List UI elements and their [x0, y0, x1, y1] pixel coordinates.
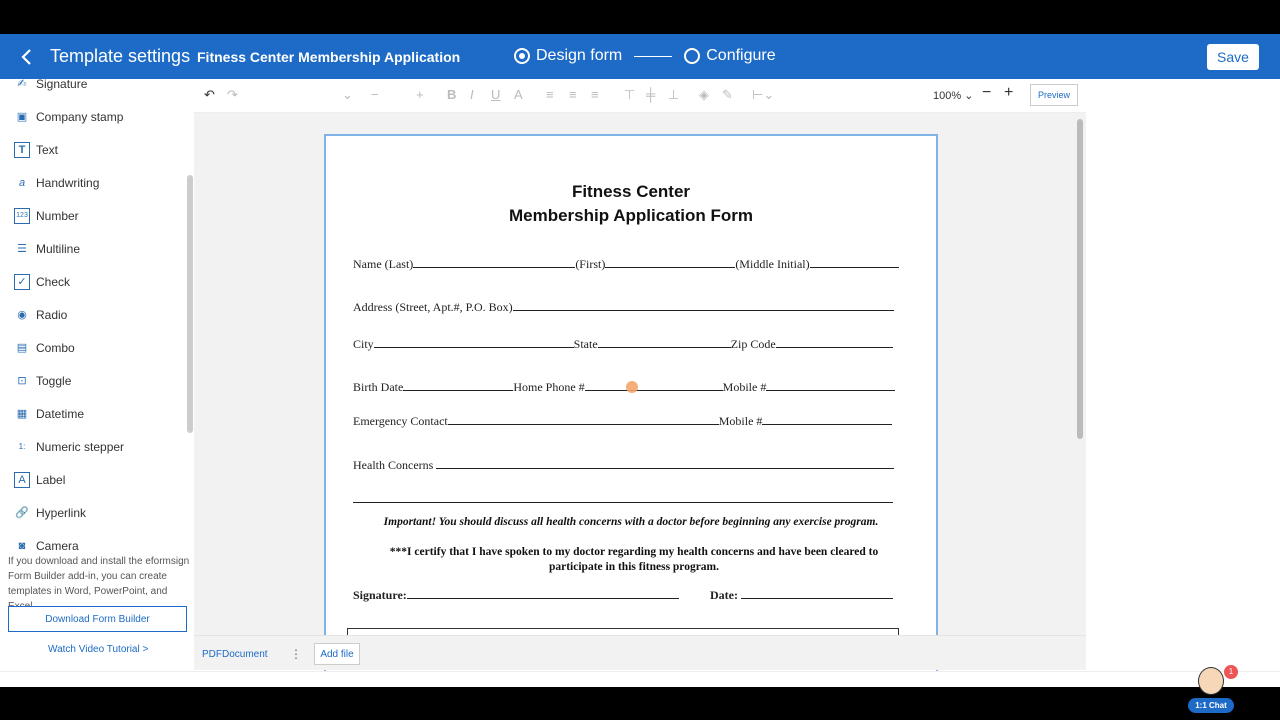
- undo-icon[interactable]: ↶: [204, 87, 215, 102]
- align-right-icon[interactable]: ≡: [591, 87, 599, 102]
- back-arrow-icon[interactable]: [16, 46, 38, 68]
- combo-icon: ▤: [16, 342, 28, 354]
- handwriting-icon: a: [18, 176, 26, 189]
- redo-icon[interactable]: ↷: [227, 87, 238, 102]
- align-left-icon[interactable]: ≡: [546, 87, 554, 102]
- component-signature[interactable]: ✍ Signature: [0, 67, 186, 100]
- phone-row: Birth Date Home Phone # Mobile #: [353, 380, 895, 395]
- template-name: Fitness Center Membership Application: [197, 49, 461, 65]
- more-options-icon[interactable]: ⋮: [290, 647, 302, 661]
- watch-video-tutorial-link[interactable]: Watch Video Tutorial >: [48, 644, 149, 655]
- datetime-icon: ▦: [16, 408, 28, 420]
- address-row: Address (Street, Apt.#, P.O. Box): [353, 300, 894, 315]
- top-bar: [0, 34, 1280, 79]
- underline-icon[interactable]: U: [491, 87, 501, 102]
- font-size-decrease-icon[interactable]: −: [371, 87, 379, 102]
- certify-statement: ***I certify that I have spoken to my doctor regarding my health concerns and have been cleared to participate in this fitness program.: [389, 546, 879, 573]
- app-window: [0, 34, 1280, 710]
- border-style-icon[interactable]: ⊢⌄: [752, 87, 775, 102]
- camera-icon: ◙: [18, 539, 26, 552]
- italic-icon[interactable]: I: [470, 87, 474, 102]
- download-form-builder-button[interactable]: Download Form Builder: [8, 606, 187, 632]
- doc-title-line2: Membership Application Form: [508, 206, 753, 225]
- document-page[interactable]: [324, 134, 938, 674]
- label-icon: A: [14, 472, 30, 488]
- component-company-stamp[interactable]: ▣ Company stamp: [0, 100, 186, 133]
- properties-panel: [1086, 79, 1280, 687]
- sidebar-scrollbar[interactable]: [187, 175, 193, 433]
- zoom-in-icon[interactable]: +: [1004, 84, 1014, 101]
- component-numeric-stepper[interactable]: 1: Numeric stepper: [0, 430, 186, 463]
- page-footer: [0, 671, 1280, 687]
- component-camera[interactable]: ◙ Camera: [0, 529, 186, 562]
- step-configure-radio-icon[interactable]: [684, 48, 700, 64]
- component-handwriting[interactable]: a Handwriting: [0, 166, 186, 199]
- border-color-icon[interactable]: ✎: [722, 87, 733, 102]
- check-icon: ✓: [14, 274, 30, 290]
- mouse-cursor-icon: [626, 381, 638, 393]
- component-combo[interactable]: ▤ Combo: [0, 331, 186, 364]
- step-configure[interactable]: Configure: [706, 47, 776, 64]
- chat-label[interactable]: 1:1 Chat: [1188, 698, 1234, 713]
- component-multiline[interactable]: ☰ Multiline: [0, 232, 186, 265]
- component-label[interactable]: A Label: [0, 463, 186, 496]
- chat-widget[interactable]: [1188, 665, 1236, 713]
- preview-button[interactable]: Preview: [1030, 84, 1078, 106]
- add-file-button[interactable]: Add file: [314, 643, 360, 665]
- hyperlink-icon: 🔗: [15, 507, 29, 519]
- step-connector: [634, 56, 672, 57]
- toggle-icon: ⊡: [17, 375, 27, 387]
- number-icon: 123: [14, 208, 30, 224]
- form-builder-info: If you download and install the eformsign Form Builder add-in, you can create templates in Word, PowerPoint, and: [8, 556, 190, 597]
- document-canvas[interactable]: [194, 113, 1086, 635]
- step-indicator: [514, 47, 776, 65]
- stepper-icon: 1:: [18, 442, 26, 451]
- stamp-icon: ▣: [16, 111, 28, 123]
- multiline-icon: ☰: [17, 243, 27, 255]
- page-title: Template settings: [50, 46, 191, 66]
- zoom-select[interactable]: 100% ⌄: [933, 90, 974, 102]
- signature-icon: ✍: [17, 78, 27, 90]
- align-bottom-icon[interactable]: ⊥: [668, 87, 680, 102]
- signature-row: Signature:: [353, 588, 679, 603]
- component-text[interactable]: T Text: [0, 133, 186, 166]
- component-toggle[interactable]: ⊡ Toggle: [0, 364, 186, 397]
- important-note: Important! You should discuss all health concerns with a doctor before beginning any exercise program.: [383, 516, 879, 528]
- component-check[interactable]: ✓ Check: [0, 265, 186, 298]
- align-middle-icon[interactable]: ╪: [646, 87, 656, 102]
- align-top-icon[interactable]: ⊤: [624, 87, 636, 102]
- health-extra-line: [353, 492, 893, 507]
- align-center-icon[interactable]: ≡: [569, 87, 577, 102]
- font-size-increase-icon[interactable]: +: [416, 87, 424, 102]
- step-design-radio-icon[interactable]: [514, 48, 530, 64]
- city-row: City State Zip Code: [353, 337, 893, 352]
- zoom-out-icon[interactable]: −: [982, 84, 992, 101]
- font-color-icon[interactable]: A: [514, 87, 523, 102]
- chat-avatar-icon: [1198, 667, 1224, 695]
- document-tabs-bar: [194, 635, 1086, 670]
- component-datetime[interactable]: ▦ Datetime: [0, 397, 186, 430]
- component-list: [0, 67, 186, 553]
- name-row: Name (Last) (First) (Middle Initial): [353, 257, 899, 272]
- save-button[interactable]: Save: [1207, 44, 1259, 70]
- component-number[interactable]: 123 Number: [0, 199, 186, 232]
- pdf-document-tab[interactable]: PDFDocument: [202, 649, 268, 660]
- component-sidebar: [0, 76, 194, 687]
- health-row: Health Concerns: [353, 458, 894, 473]
- format-toolbar: [194, 79, 1086, 113]
- chat-badge: 1: [1224, 665, 1238, 679]
- canvas-scrollbar[interactable]: [1077, 119, 1083, 439]
- emergency-row: Emergency Contact Mobile #: [353, 414, 892, 429]
- fill-color-icon[interactable]: ◈: [699, 87, 709, 102]
- bold-icon[interactable]: B: [447, 87, 457, 102]
- component-radio[interactable]: ◉ Radio: [0, 298, 186, 331]
- step-design-form[interactable]: Design form: [536, 47, 623, 64]
- font-dropdown-chevron-icon[interactable]: ⌄: [342, 87, 353, 102]
- doc-title-line1: Fitness Center: [571, 182, 691, 201]
- date-row: Date:: [710, 588, 893, 603]
- component-hyperlink[interactable]: 🔗 Hyperlink: [15, 505, 87, 520]
- radio-icon: ◉: [17, 309, 27, 321]
- text-icon: T: [14, 142, 30, 158]
